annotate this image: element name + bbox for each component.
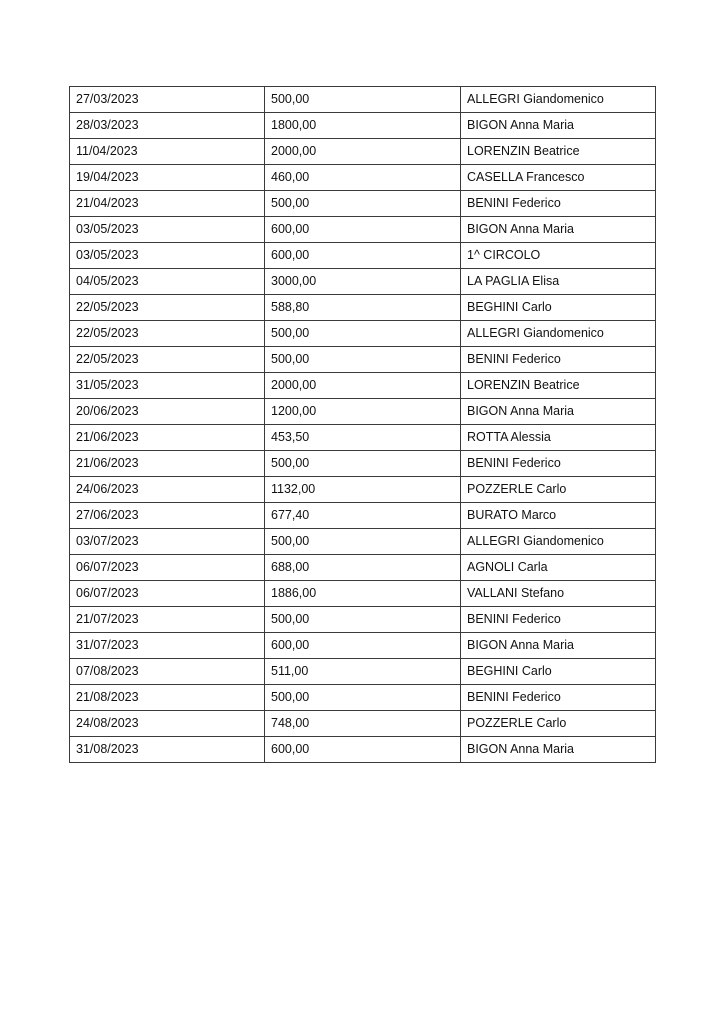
date-cell: 31/08/2023	[70, 737, 265, 763]
table-row	[70, 685, 656, 711]
amount-cell: 453,50	[265, 425, 461, 451]
amount-cell: 688,00	[265, 555, 461, 581]
payee-cell: LORENZIN Beatrice	[461, 373, 656, 399]
amount-cell: 600,00	[265, 633, 461, 659]
date-cell: 31/05/2023	[70, 373, 265, 399]
table-row	[70, 243, 656, 269]
amount-cell: 2000,00	[265, 139, 461, 165]
payee-cell: LORENZIN Beatrice	[461, 139, 656, 165]
amount-cell: 500,00	[265, 191, 461, 217]
payee-cell: AGNOLI Carla	[461, 555, 656, 581]
date-cell: 07/08/2023	[70, 659, 265, 685]
table-row	[70, 139, 656, 165]
payments-table	[69, 86, 656, 763]
payee-cell: BENINI Federico	[461, 347, 656, 373]
table-row	[70, 217, 656, 243]
amount-cell: 460,00	[265, 165, 461, 191]
table-row	[70, 373, 656, 399]
payee-cell: BIGON Anna Maria	[461, 217, 656, 243]
date-cell: 11/04/2023	[70, 139, 265, 165]
amount-cell: 511,00	[265, 659, 461, 685]
amount-cell: 600,00	[265, 737, 461, 763]
payee-cell: ROTTA Alessia	[461, 425, 656, 451]
amount-cell: 2000,00	[265, 373, 461, 399]
date-cell: 06/07/2023	[70, 581, 265, 607]
payee-cell: LA PAGLIA Elisa	[461, 269, 656, 295]
table-row	[70, 321, 656, 347]
amount-cell: 748,00	[265, 711, 461, 737]
table-row	[70, 295, 656, 321]
payee-cell: POZZERLE Carlo	[461, 711, 656, 737]
payee-cell: BENINI Federico	[461, 607, 656, 633]
date-cell: 24/06/2023	[70, 477, 265, 503]
table-row	[70, 191, 656, 217]
amount-cell: 500,00	[265, 347, 461, 373]
amount-cell: 1886,00	[265, 581, 461, 607]
date-cell: 21/07/2023	[70, 607, 265, 633]
amount-cell: 500,00	[265, 321, 461, 347]
payee-cell: BIGON Anna Maria	[461, 737, 656, 763]
date-cell: 21/06/2023	[70, 425, 265, 451]
payee-cell: BIGON Anna Maria	[461, 113, 656, 139]
table-row	[70, 477, 656, 503]
table-row	[70, 529, 656, 555]
payee-cell: 1^ CIRCOLO	[461, 243, 656, 269]
date-cell: 06/07/2023	[70, 555, 265, 581]
payee-cell: BIGON Anna Maria	[461, 633, 656, 659]
table-row	[70, 399, 656, 425]
date-cell: 03/05/2023	[70, 243, 265, 269]
table-row	[70, 165, 656, 191]
amount-cell: 500,00	[265, 87, 461, 113]
date-cell: 27/06/2023	[70, 503, 265, 529]
amount-cell: 500,00	[265, 529, 461, 555]
table-row	[70, 113, 656, 139]
table-row	[70, 737, 656, 763]
amount-cell: 500,00	[265, 607, 461, 633]
table-row	[70, 269, 656, 295]
payee-cell: BURATO Marco	[461, 503, 656, 529]
amount-cell: 600,00	[265, 243, 461, 269]
payee-cell: BEGHINI Carlo	[461, 295, 656, 321]
payee-cell: VALLANI Stefano	[461, 581, 656, 607]
table-row	[70, 451, 656, 477]
date-cell: 28/03/2023	[70, 113, 265, 139]
amount-cell: 500,00	[265, 451, 461, 477]
table-row	[70, 633, 656, 659]
table-row	[70, 607, 656, 633]
payee-cell: ALLEGRI Giandomenico	[461, 529, 656, 555]
date-cell: 21/04/2023	[70, 191, 265, 217]
date-cell: 22/05/2023	[70, 321, 265, 347]
table-row	[70, 711, 656, 737]
payments-table-body	[70, 87, 656, 763]
table-row	[70, 555, 656, 581]
date-cell: 31/07/2023	[70, 633, 265, 659]
table-row	[70, 581, 656, 607]
date-cell: 04/05/2023	[70, 269, 265, 295]
table-row	[70, 87, 656, 113]
table-row	[70, 425, 656, 451]
amount-cell: 500,00	[265, 685, 461, 711]
date-cell: 03/05/2023	[70, 217, 265, 243]
date-cell: 20/06/2023	[70, 399, 265, 425]
payee-cell: CASELLA Francesco	[461, 165, 656, 191]
payee-cell: ALLEGRI Giandomenico	[461, 87, 656, 113]
date-cell: 19/04/2023	[70, 165, 265, 191]
amount-cell: 600,00	[265, 217, 461, 243]
date-cell: 27/03/2023	[70, 87, 265, 113]
date-cell: 22/05/2023	[70, 347, 265, 373]
table-row	[70, 659, 656, 685]
payee-cell: BEGHINI Carlo	[461, 659, 656, 685]
payee-cell: POZZERLE Carlo	[461, 477, 656, 503]
table-row	[70, 347, 656, 373]
amount-cell: 677,40	[265, 503, 461, 529]
amount-cell: 1200,00	[265, 399, 461, 425]
payee-cell: BENINI Federico	[461, 191, 656, 217]
payee-cell: BENINI Federico	[461, 685, 656, 711]
date-cell: 24/08/2023	[70, 711, 265, 737]
payee-cell: BIGON Anna Maria	[461, 399, 656, 425]
amount-cell: 1132,00	[265, 477, 461, 503]
date-cell: 21/06/2023	[70, 451, 265, 477]
table-row	[70, 503, 656, 529]
date-cell: 22/05/2023	[70, 295, 265, 321]
amount-cell: 588,80	[265, 295, 461, 321]
amount-cell: 1800,00	[265, 113, 461, 139]
date-cell: 03/07/2023	[70, 529, 265, 555]
payee-cell: ALLEGRI Giandomenico	[461, 321, 656, 347]
date-cell: 21/08/2023	[70, 685, 265, 711]
payee-cell: BENINI Federico	[461, 451, 656, 477]
amount-cell: 3000,00	[265, 269, 461, 295]
